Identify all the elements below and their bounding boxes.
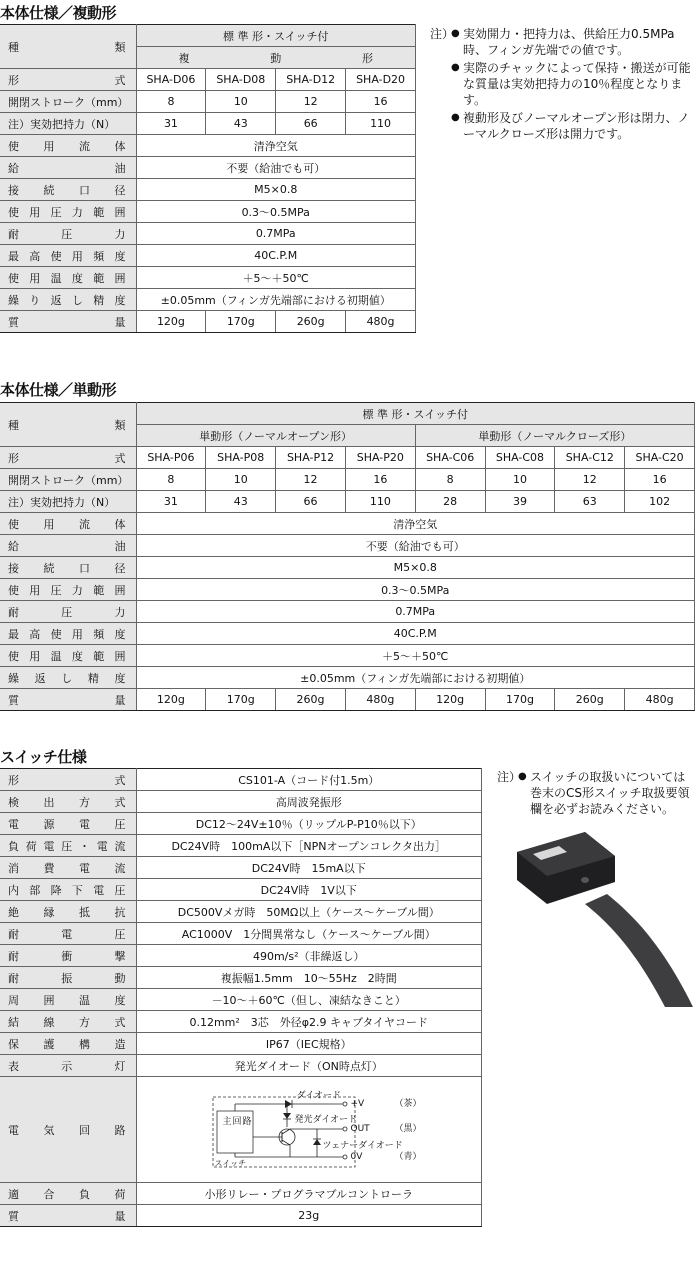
stroke-cell: 10 bbox=[485, 469, 555, 491]
header-group: 標 準 形・スイッチ付 bbox=[136, 403, 695, 425]
circuit-row bbox=[0, 1077, 482, 1183]
spec-row bbox=[0, 135, 416, 157]
circuit-diagram-cell bbox=[136, 1077, 482, 1183]
spec-row bbox=[0, 923, 482, 945]
spec-value: 不要（給油でも可） bbox=[136, 157, 416, 179]
section-title-single-acting: 本体仕様／単動形 bbox=[0, 381, 117, 399]
spec-row bbox=[0, 157, 416, 179]
zener-symbol bbox=[313, 1139, 321, 1145]
mass-cell: 170g bbox=[485, 689, 555, 711]
stroke-cell: 16 bbox=[625, 469, 695, 491]
spec-value: 0.3～0.5MPa bbox=[136, 201, 416, 223]
spec-row bbox=[0, 535, 695, 557]
model-cell: SHA-P12 bbox=[276, 447, 346, 469]
spec-label: 使用流体 bbox=[0, 135, 136, 157]
force-cell: 102 bbox=[625, 491, 695, 513]
mass-cell: 480g bbox=[345, 689, 415, 711]
spec-table-double-acting bbox=[0, 24, 416, 333]
spec-label: 使用温度範囲 bbox=[0, 267, 136, 289]
spec-value: IP67（IEC規格） bbox=[136, 1033, 482, 1055]
stroke-cell: 12 bbox=[555, 469, 625, 491]
spec-label: 耐圧力 bbox=[0, 223, 136, 245]
spec-label: 表示灯 bbox=[0, 1055, 136, 1077]
label-kind: 種 類 bbox=[0, 403, 136, 447]
spec-row bbox=[0, 879, 482, 901]
note-item: ● スイッチの取扱いについては巻末のCS形スイッチ取扱要領欄を必ずお読みください。 bbox=[518, 769, 697, 817]
spec-value: 0.7MPa bbox=[136, 601, 695, 623]
force-cell: 43 bbox=[206, 113, 276, 135]
spec-label: 給油 bbox=[0, 157, 136, 179]
spec-row bbox=[0, 835, 482, 857]
spec-label: 適合負荷 bbox=[0, 1183, 136, 1205]
spec-value: DC24V時 100mA以下［NPNオープンコレクタ出力］ bbox=[136, 835, 482, 857]
spec-value: CS101-A（コード付1.5m） bbox=[136, 769, 482, 791]
spec-row bbox=[0, 557, 695, 579]
led-symbol bbox=[283, 1113, 291, 1119]
spec-value: 0.12mm² 3芯 外径φ2.9 キャブタイヤコード bbox=[136, 1011, 482, 1033]
header-normally-open: 単動形（ノーマルオープン形） bbox=[136, 425, 415, 447]
spec-label: 耐衝撃 bbox=[0, 945, 136, 967]
stroke-row bbox=[0, 469, 695, 491]
diode-symbol bbox=[285, 1100, 292, 1108]
spec-value: 不要（給油でも可） bbox=[136, 535, 695, 557]
section-title-switch: スイッチ仕様 bbox=[0, 748, 87, 766]
stroke-cell: 12 bbox=[276, 469, 346, 491]
terminal-color: （青） bbox=[394, 1152, 422, 1162]
spec-value: －10～＋60℃（但し、凍結なきこと） bbox=[136, 989, 482, 1011]
note-item: ● 複動形及びノーマルオープン形は閉力、ノーマルクローズ形は開力です。 bbox=[451, 110, 696, 142]
spec-row bbox=[0, 967, 482, 989]
force-cell: 31 bbox=[136, 491, 206, 513]
stroke-cell: 8 bbox=[136, 91, 206, 113]
model-cell: SHA-P20 bbox=[345, 447, 415, 469]
spec-value: DC24V時 15mA以下 bbox=[136, 857, 482, 879]
model-cell: SHA-C06 bbox=[415, 447, 485, 469]
force-cell: 31 bbox=[136, 113, 206, 135]
section-title-double-acting: 本体仕様／複動形 bbox=[0, 4, 117, 22]
model-cell: SHA-P06 bbox=[136, 447, 206, 469]
mass-row bbox=[0, 689, 695, 711]
spec-value: 40C.P.M bbox=[136, 245, 416, 267]
spec-label: 接続口径 bbox=[0, 557, 136, 579]
terminal-name: +V bbox=[350, 1099, 365, 1109]
spec-value: 清浄空気 bbox=[136, 513, 695, 535]
spec-label: 保護構造 bbox=[0, 1033, 136, 1055]
header-row bbox=[0, 25, 416, 47]
label-model: 形式 bbox=[0, 769, 136, 791]
spec-row bbox=[0, 513, 695, 535]
spec-row bbox=[0, 1011, 482, 1033]
mass-cell: 480g bbox=[346, 311, 416, 333]
spec-value: 複振幅1.5mm 10～55Hz 2時間 bbox=[136, 967, 482, 989]
spec-value: 0.3～0.5MPa bbox=[136, 579, 695, 601]
spec-label: 耐振動 bbox=[0, 967, 136, 989]
spec-label: 耐電圧 bbox=[0, 923, 136, 945]
force-row bbox=[0, 491, 695, 513]
label-kind: 種 類 bbox=[0, 25, 136, 69]
spec-label: 電源電圧 bbox=[0, 813, 136, 835]
label-stroke: 開閉ストローク（mm） bbox=[0, 469, 136, 491]
label-mass: 質量 bbox=[0, 311, 136, 333]
mass-cell: 260g bbox=[555, 689, 625, 711]
spec-value: AC1000V 1分間異常なし（ケース～ケーブル間） bbox=[136, 923, 482, 945]
mass-cell: 120g bbox=[415, 689, 485, 711]
spec-value: 清浄空気 bbox=[136, 135, 416, 157]
terminal-out bbox=[343, 1127, 347, 1131]
spec-label: 最高使用頻度 bbox=[0, 623, 136, 645]
terminal-name: OUT bbox=[350, 1124, 370, 1134]
note-switch bbox=[497, 769, 697, 819]
spec-label: 最高使用頻度 bbox=[0, 245, 136, 267]
spec-row bbox=[0, 901, 482, 923]
stroke-cell: 8 bbox=[136, 469, 206, 491]
mass-row bbox=[0, 311, 416, 333]
spec-row bbox=[0, 667, 695, 689]
model-row bbox=[0, 69, 416, 91]
spec-value: 23g bbox=[136, 1205, 482, 1227]
label-stroke: 開閉ストローク（mm） bbox=[0, 91, 136, 113]
spec-row bbox=[0, 945, 482, 967]
spec-row bbox=[0, 201, 416, 223]
stroke-cell: 10 bbox=[206, 91, 276, 113]
spec-row bbox=[0, 989, 482, 1011]
spec-table-single-acting bbox=[0, 402, 695, 711]
spec-label: 使用温度範囲 bbox=[0, 645, 136, 667]
spec-label: 消費電流 bbox=[0, 857, 136, 879]
label-circuit: 電気回路 bbox=[0, 1077, 136, 1183]
force-cell: 39 bbox=[485, 491, 555, 513]
spec-row bbox=[0, 623, 695, 645]
label-mass: 質量 bbox=[0, 689, 136, 711]
model-cell: SHA-D08 bbox=[206, 69, 276, 91]
stroke-cell: 8 bbox=[415, 469, 485, 491]
spec-row bbox=[0, 813, 482, 835]
force-cell: 110 bbox=[346, 113, 416, 135]
spec-label: 絶縁抵抗 bbox=[0, 901, 136, 923]
spec-label: 使用圧力範囲 bbox=[0, 579, 136, 601]
stroke-cell: 12 bbox=[276, 91, 346, 113]
model-row bbox=[0, 447, 695, 469]
label-force: 注）実効把持力（N） bbox=[0, 113, 136, 135]
spec-row bbox=[0, 245, 416, 267]
spec-value: DC12～24V±10％（リップルP-P10％以下） bbox=[136, 813, 482, 835]
note-item: ● 実効開力・把持力は、供給圧力0.5MPa時、フィンガ先端での値です。 bbox=[451, 26, 696, 58]
note-double-acting bbox=[430, 26, 696, 144]
header-normally-closed: 単動形（ノーマルクローズ形） bbox=[415, 425, 694, 447]
spec-label: 耐圧力 bbox=[0, 601, 136, 623]
mass-cell: 170g bbox=[206, 311, 276, 333]
spec-row bbox=[0, 579, 695, 601]
spec-label: 繰返し精度 bbox=[0, 667, 136, 689]
led-label: 発光ダイオード bbox=[294, 1115, 358, 1125]
spec-value: ±0.05mm（フィンガ先端部における初期値） bbox=[136, 667, 695, 689]
model-cell: SHA-D20 bbox=[346, 69, 416, 91]
mass-cell: 480g bbox=[625, 689, 695, 711]
mass-cell: 260g bbox=[276, 689, 346, 711]
spec-label: 結線方式 bbox=[0, 1011, 136, 1033]
model-cell: SHA-C20 bbox=[625, 447, 695, 469]
spec-label: 給油 bbox=[0, 535, 136, 557]
header-group: 標 準 形・スイッチ付 bbox=[136, 25, 416, 47]
spec-value: 490m/s²（非繰返し） bbox=[136, 945, 482, 967]
spec-value: 発光ダイオード（ON時点灯） bbox=[136, 1055, 482, 1077]
header-sub: 複動形 bbox=[136, 47, 416, 69]
spec-label: 負荷電圧・電流 bbox=[0, 835, 136, 857]
model-cell: SHA-D06 bbox=[136, 69, 206, 91]
spec-value: 小形リレー・プログラマブルコントローラ bbox=[136, 1183, 482, 1205]
model-cell: SHA-C12 bbox=[555, 447, 625, 469]
force-cell: 63 bbox=[555, 491, 625, 513]
spec-row bbox=[0, 791, 482, 813]
spec-table-switch bbox=[0, 768, 482, 1227]
spec-value: 40C.P.M bbox=[136, 623, 695, 645]
sensor-hole-image bbox=[581, 877, 589, 883]
stroke-cell: 10 bbox=[206, 469, 276, 491]
terminal-0v bbox=[343, 1155, 347, 1159]
spec-value: 高周波発振形 bbox=[136, 791, 482, 813]
spec-value: 0.7MPa bbox=[136, 223, 416, 245]
stroke-cell: 16 bbox=[345, 469, 415, 491]
terminal-plus-v bbox=[343, 1102, 347, 1106]
spec-row bbox=[0, 645, 695, 667]
spec-value: ＋5～＋50℃ bbox=[136, 267, 416, 289]
zener-label: ツェナーダイオード bbox=[322, 1141, 403, 1151]
spec-label: 使用流体 bbox=[0, 513, 136, 535]
switch-photo bbox=[515, 832, 695, 1007]
mass-cell: 120g bbox=[136, 689, 206, 711]
label-force: 注）実効把持力（N） bbox=[0, 491, 136, 513]
circuit-boundary bbox=[213, 1097, 355, 1167]
spec-label: 繰り返し精度 bbox=[0, 289, 136, 311]
terminal-color: （黒） bbox=[394, 1124, 422, 1134]
force-cell: 43 bbox=[206, 491, 276, 513]
force-cell: 66 bbox=[276, 491, 346, 513]
mass-cell: 120g bbox=[136, 311, 206, 333]
force-cell: 28 bbox=[415, 491, 485, 513]
label-model: 形 式 bbox=[0, 447, 136, 469]
stroke-cell: 16 bbox=[346, 91, 416, 113]
note-item: ● 実際のチャックによって保持・搬送が可能な質量は実効把持力の10％程度となります。 bbox=[451, 60, 696, 108]
mass-cell: 170g bbox=[206, 689, 276, 711]
spec-label: 周囲温度 bbox=[0, 989, 136, 1011]
spec-row bbox=[0, 223, 416, 245]
spec-value: ＋5～＋50℃ bbox=[136, 645, 695, 667]
diode-label: ダイオード bbox=[296, 1091, 342, 1101]
model-cell: SHA-P08 bbox=[206, 447, 276, 469]
force-cell: 110 bbox=[345, 491, 415, 513]
spec-row bbox=[0, 267, 416, 289]
spec-value: ±0.05mm（フィンガ先端部における初期値） bbox=[136, 289, 416, 311]
spec-value: M5×0.8 bbox=[136, 179, 416, 201]
mass-row bbox=[0, 1205, 482, 1227]
force-cell: 66 bbox=[276, 113, 346, 135]
mass-cell: 260g bbox=[276, 311, 346, 333]
header-row bbox=[0, 403, 695, 425]
terminal-color: （茶） bbox=[394, 1099, 422, 1109]
spec-row bbox=[0, 1183, 482, 1205]
label-mass: 質量 bbox=[0, 1205, 136, 1227]
force-row bbox=[0, 113, 416, 135]
spec-value: M5×0.8 bbox=[136, 557, 695, 579]
spec-row bbox=[0, 289, 416, 311]
circuit-diagram bbox=[137, 1077, 482, 1182]
spec-label: 使用圧力範囲 bbox=[0, 201, 136, 223]
spec-label: 検出方式 bbox=[0, 791, 136, 813]
spec-label: 内部降下電圧 bbox=[0, 879, 136, 901]
spec-row bbox=[0, 601, 695, 623]
model-row bbox=[0, 769, 482, 791]
label-model: 形 式 bbox=[0, 69, 136, 91]
spec-value: DC24V時 1V以下 bbox=[136, 879, 482, 901]
spec-row bbox=[0, 179, 416, 201]
spec-row bbox=[0, 1055, 482, 1077]
main-circuit-label: 主回路 bbox=[222, 1117, 253, 1127]
spec-row bbox=[0, 1033, 482, 1055]
cable-image bbox=[585, 894, 693, 1007]
note-head: 注） bbox=[430, 27, 455, 41]
switch-label: スイッチ bbox=[214, 1159, 247, 1168]
spec-label: 接続口径 bbox=[0, 179, 136, 201]
terminal-name: 0V bbox=[350, 1152, 363, 1162]
stroke-row bbox=[0, 91, 416, 113]
note-head: 注） bbox=[497, 770, 522, 784]
spec-row bbox=[0, 857, 482, 879]
spec-value: DC500Vメガ時 50MΩ以上（ケース～ケーブル間） bbox=[136, 901, 482, 923]
model-cell: SHA-D12 bbox=[276, 69, 346, 91]
model-cell: SHA-C08 bbox=[485, 447, 555, 469]
